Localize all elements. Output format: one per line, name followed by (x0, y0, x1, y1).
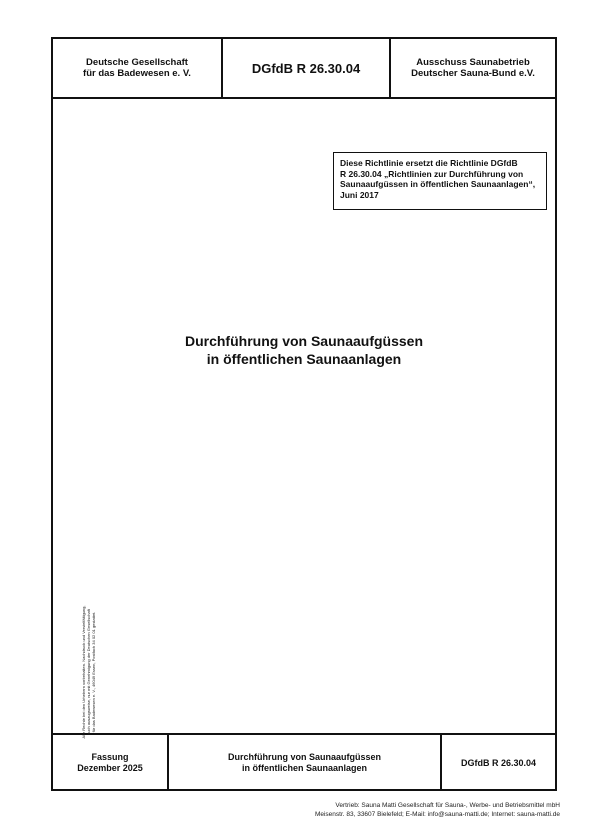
header-document-code: DGfdB R 26.30.04 (223, 39, 391, 97)
footer-table (53, 733, 555, 791)
notice-line: Diese Richtlinie ersetzt die Richtlinie DGfdB (340, 158, 518, 168)
side-note-line: Alle Rechte bei den Urhebern vorbehalten. Nachdruck und Vervielfältigung, (81, 605, 86, 739)
footer-title (169, 735, 442, 791)
title-line1: Durchführung von Saunaaufgüssen (184, 333, 423, 349)
distribution-info (315, 802, 560, 819)
side-note-line: auch auszugsweise, nur mit Genehmigung der Deutschen Gesellschaft (86, 609, 91, 735)
notice-line: R 26.30.04 „Richtlinien zur Durchführung von (340, 168, 524, 179)
footer-version-label: Fassung (91, 752, 129, 762)
distribution-line1: Vertrieb: Sauna Matti Gesellschaft für Sauna-, Werbe- und Betriebsmittel mbH (335, 802, 560, 809)
footer-document-code: DGfdB R 26.30.04 (460, 757, 537, 768)
header-org-line1: Deutsche Gesellschaft (86, 57, 188, 68)
header-committee-line2: Deutscher Sauna-Bund e.V. (411, 68, 535, 79)
title-line2: in öffentlichen Saunaanlagen (206, 351, 402, 367)
footer-title-line1: Durchführung von Saunaaufgüssen (227, 752, 381, 762)
notice-line: Juni 2017 (340, 189, 379, 200)
notice-line: Saunaaufgüssen in öffentlichen Saunaanlagen“, (340, 179, 536, 189)
header-committee-line1: Ausschuss Saunabetrieb (416, 57, 530, 68)
distribution-line2: Meisenstr. 83, 33607 Bielefeld; E-Mail: info@sauna-matti.de; Internet: sauna-matti.de (314, 810, 560, 818)
side-note-line: für das Badewesen e. V., 46049 Essen, Postfach 34 02 01 gestattet. (91, 611, 96, 733)
replacement-notice (333, 152, 547, 210)
page-frame (51, 37, 557, 791)
copyright-side-note (81, 572, 121, 772)
header-committee (391, 39, 555, 97)
header-organization (53, 39, 223, 97)
header-org-line2: für das Badewesen e. V. (83, 68, 191, 79)
footer-version-date: Dezember 2025 (77, 763, 143, 773)
footer-title-line2: in öffentlichen Saunaanlagen (241, 763, 367, 773)
document-title (53, 332, 555, 368)
header-table (53, 39, 555, 99)
